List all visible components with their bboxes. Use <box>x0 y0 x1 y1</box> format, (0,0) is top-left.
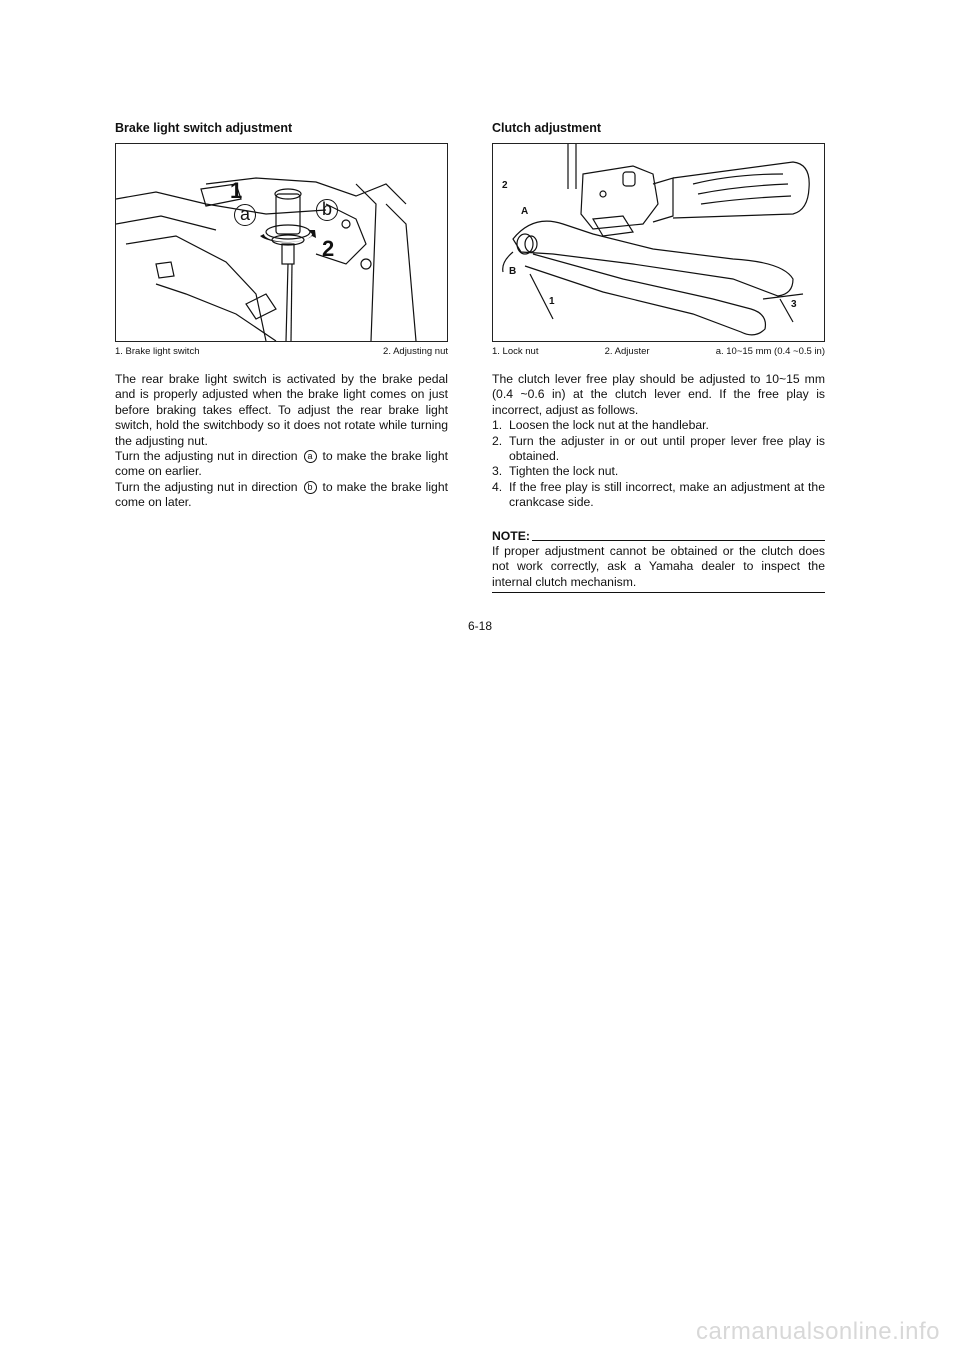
note-label: NOTE: <box>492 528 530 543</box>
section-title: Clutch adjustment <box>492 121 602 135</box>
step-item <box>492 464 825 479</box>
brake-light-section <box>115 121 448 511</box>
note-rule <box>532 540 825 541</box>
step-item <box>492 434 825 465</box>
paragraph-direction-b <box>115 480 448 511</box>
caption-lock-nut: 1. Lock nut <box>492 346 539 357</box>
brake-switch-drawing <box>116 144 447 341</box>
figure-caption <box>492 346 825 358</box>
clutch-lever-illustration <box>492 143 825 342</box>
figure-label-1: 1 <box>230 178 243 203</box>
figure-label-a: a <box>234 204 256 226</box>
step-item <box>492 480 825 511</box>
caption-adjusting-nut: 2. Adjusting nut <box>383 346 448 357</box>
adjustment-steps <box>492 418 825 510</box>
step-number: 4. <box>492 479 503 494</box>
figure-label-1: 1 <box>549 296 555 307</box>
caption-brake-light-switch: 1. Brake light switch <box>115 346 200 357</box>
text: Turn the adjusting nut in direction <box>115 449 298 464</box>
figure-label-B: B <box>509 266 517 277</box>
paragraph-intro: The clutch lever free play should be adjusted to 10~15 mm (0.4 ~0.6 in) at the clutch lever end. If the free play is incorrect, adjust as follows. <box>492 372 825 417</box>
note-box <box>492 529 825 594</box>
note-text: If proper adjustment cannot be obtained or the clutch does not work correctly, ask a Yamaha dealer to inspect the internal clutch mechanism. <box>492 544 825 593</box>
clutch-lever-drawing <box>493 144 824 341</box>
step-text: Tighten the lock nut. <box>509 464 619 479</box>
step-text: If the free play is still incorrect, make an adjustment at the crankcase side. <box>509 479 825 510</box>
brake-light-switch-illustration <box>115 143 448 342</box>
paragraph: The rear brake light switch is activated by the brake pedal and is properly adjusted when the brake light comes on just before braking takes effect. To adjust the rear brake light switch, hold the switchbody so it does not rotate while turning the adjusting nut. <box>115 372 448 448</box>
step-item <box>492 418 825 433</box>
text: to make the brake light come on later. <box>115 479 448 510</box>
figure-caption <box>115 346 448 358</box>
step-number: 1. <box>492 418 503 433</box>
figure-label-2: 2 <box>322 236 335 261</box>
figure-label-A: A <box>521 206 529 217</box>
circled-a-marker: a <box>304 450 317 463</box>
text: to make the brake light come on earlier. <box>115 449 448 479</box>
caption-free-play: a. 10~15 mm (0.4 ~0.5 in) <box>715 346 825 357</box>
section-title: Brake light switch adjustment <box>115 121 293 135</box>
paragraph-direction-a <box>115 449 448 480</box>
figure-label-2: 2 <box>502 180 508 191</box>
text: Turn the adjusting nut in direction <box>115 479 298 494</box>
page-number: 6-18 <box>467 619 493 633</box>
circled-b-marker: b <box>304 481 317 494</box>
figure-label-3: 3 <box>791 299 797 310</box>
step-number: 3. <box>492 464 503 479</box>
watermark: carmanualsonline.info <box>696 1318 940 1345</box>
clutch-body <box>492 372 825 511</box>
clutch-section <box>492 121 825 593</box>
brake-light-body <box>115 372 448 511</box>
step-text: Turn the adjuster in or out until proper lever free play is obtained. <box>509 433 825 464</box>
step-number: 2. <box>492 433 503 448</box>
step-text: Loosen the lock nut at the handlebar. <box>509 418 709 433</box>
figure-label-b: b <box>316 199 338 221</box>
note-header <box>492 529 825 544</box>
caption-adjuster: 2. Adjuster <box>604 346 650 357</box>
